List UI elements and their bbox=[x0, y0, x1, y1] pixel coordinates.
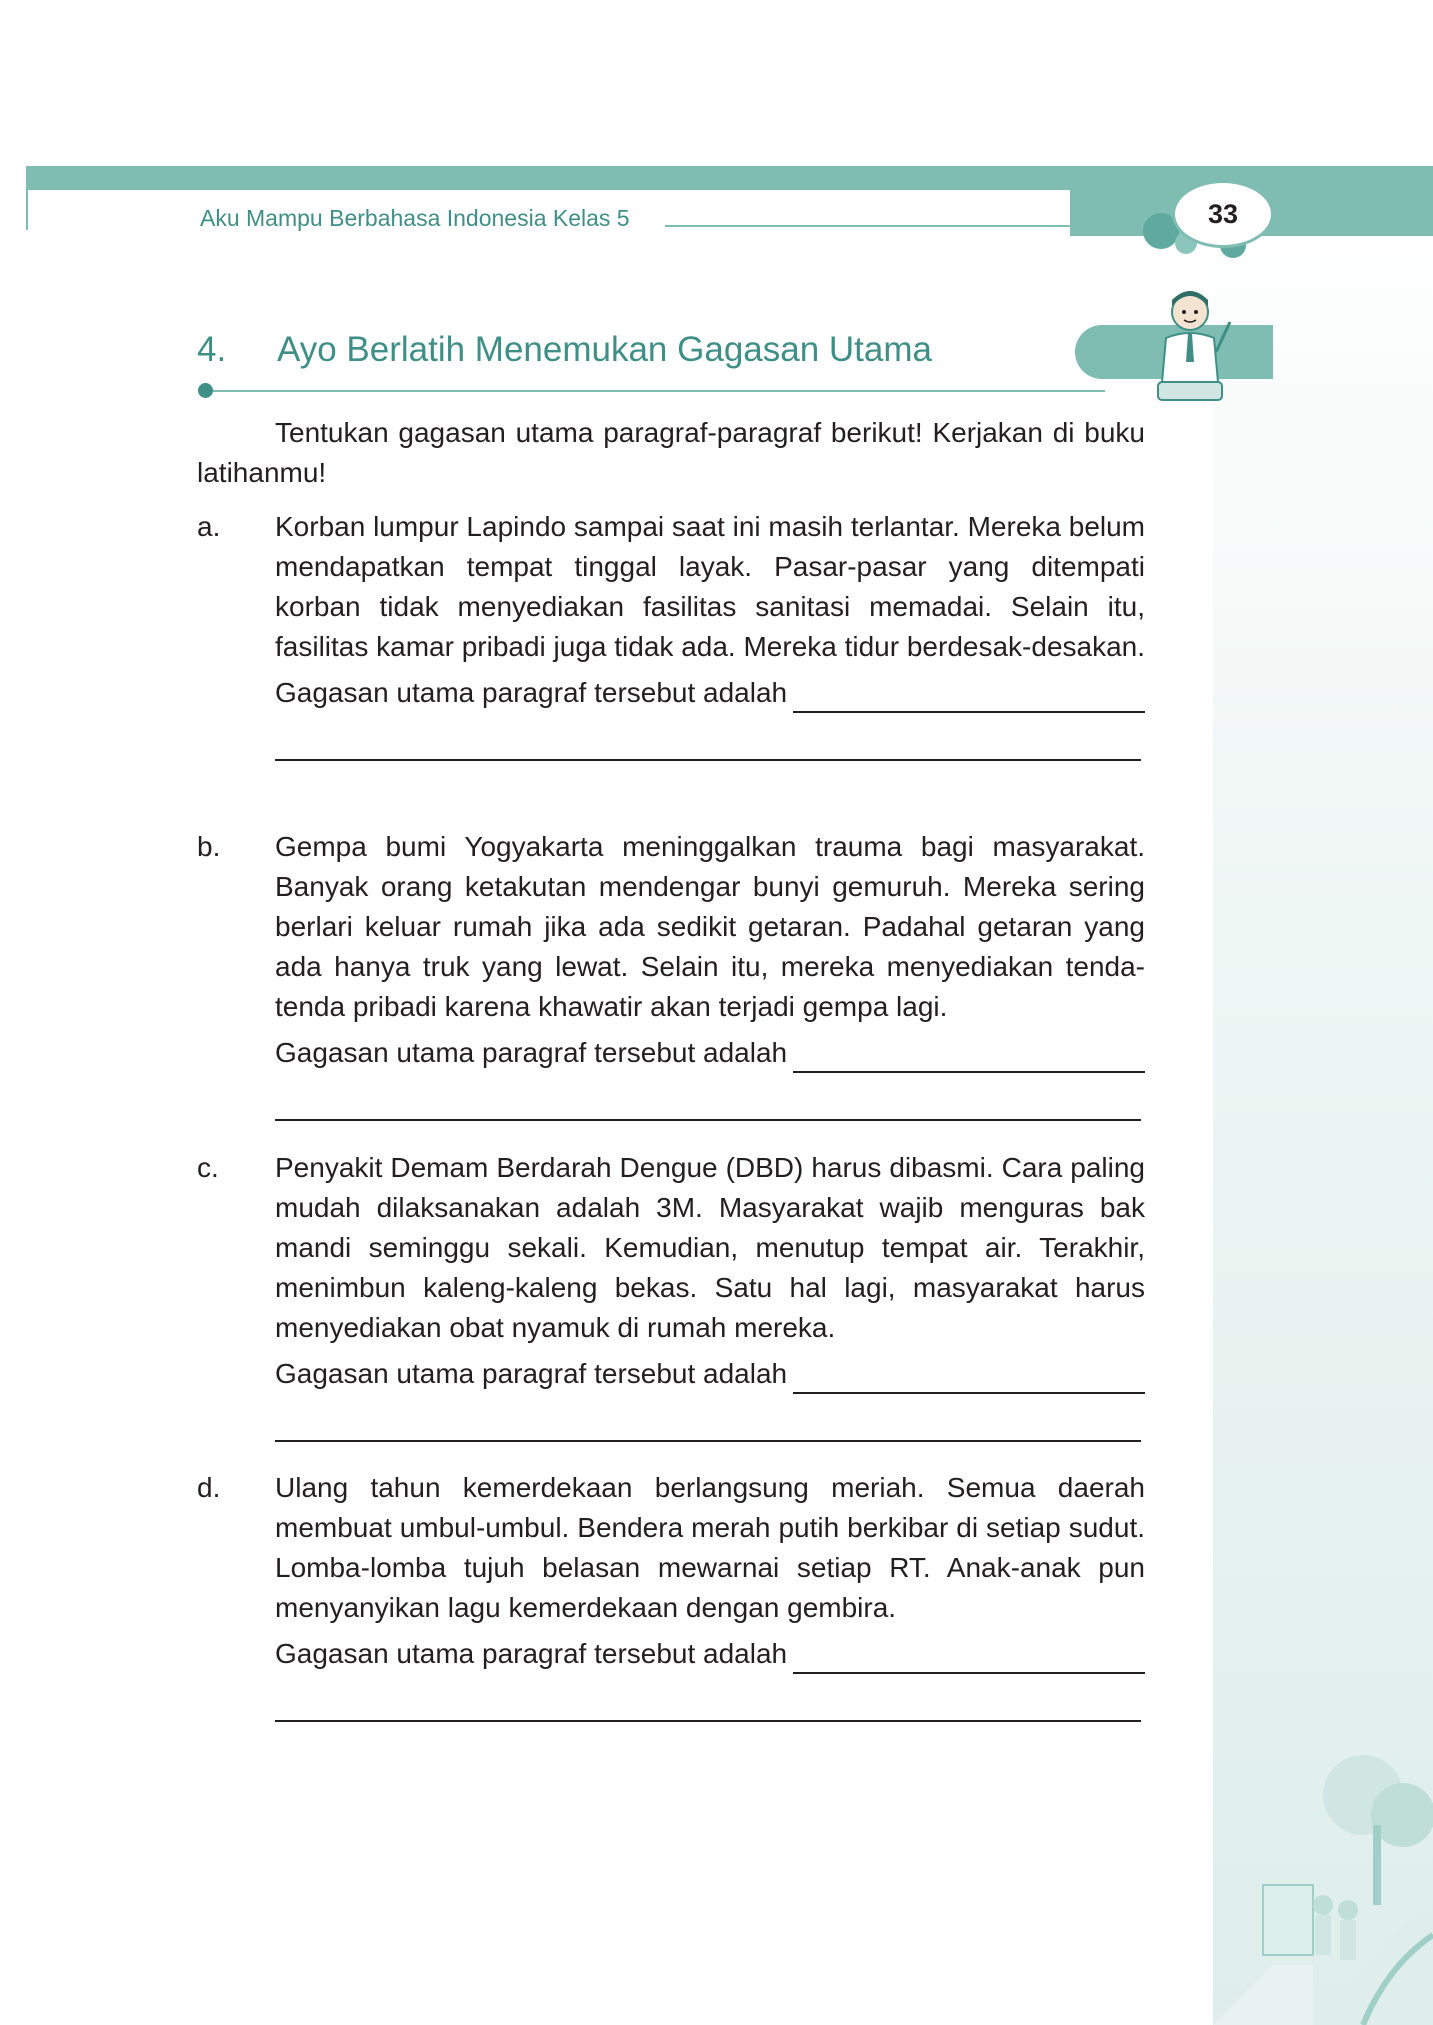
answer-prompt-line bbox=[275, 1634, 1145, 1674]
answer-prompt-line bbox=[275, 673, 1145, 713]
answer-prompt-line bbox=[275, 1033, 1145, 1073]
answer-blank-full bbox=[275, 1680, 1141, 1722]
answer-prompt: Gagasan utama paragraf tersebut adalah bbox=[275, 1638, 788, 1669]
item-letter: a. bbox=[197, 511, 221, 542]
answer-blank-full bbox=[275, 1079, 1141, 1121]
page-number: 33 bbox=[1172, 180, 1274, 248]
street-scene-illustration bbox=[1213, 1725, 1433, 2025]
answer-blank bbox=[793, 1642, 1145, 1674]
exercise-item bbox=[197, 1468, 1145, 1722]
item-paragraph: Gempa bumi Yogyakarta meninggalkan trauma bagi masyarakat. Banyak orang ketakutan mendengar bunyi gemuruh. Mereka sering berlari keluar rumah jika ada sedikit getaran. Padahal getaran yang ada hanya truk yang lewat. Selain itu, mereka menyediakan tenda-tenda pribadi karena khawatir akan terjadi gempa lagi. bbox=[275, 831, 1145, 1022]
exercise-item bbox=[197, 827, 1145, 1121]
answer-blank bbox=[793, 1362, 1145, 1394]
answer-blank-full bbox=[275, 719, 1141, 761]
answer-prompt: Gagasan utama paragraf tersebut adalah bbox=[275, 1037, 788, 1068]
item-paragraph: Penyakit Demam Berdarah Dengue (DBD) harus dibasmi. Cara paling mudah dilaksanakan adalah 3M. Masyarakat wajib menguras bak mandi seminggu sekali. Kemudian, menutup tempat air. Terakhir, menimbun kaleng-kaleng bekas. Satu hal lagi, masyarakat harus menyediakan obat nyamuk di rumah mereka. bbox=[275, 1152, 1145, 1343]
running-head-rule bbox=[665, 225, 1185, 227]
section-heading bbox=[197, 330, 932, 370]
section-bullet bbox=[198, 383, 213, 398]
answer-blank bbox=[793, 681, 1145, 713]
section-number: 4. bbox=[197, 330, 227, 369]
answer-blank-full bbox=[275, 1400, 1141, 1442]
student-boy-icon bbox=[1130, 282, 1250, 412]
answer-prompt-line bbox=[275, 1354, 1145, 1394]
answer-blank bbox=[793, 1041, 1145, 1073]
answer-prompt: Gagasan utama paragraf tersebut adalah bbox=[275, 677, 788, 708]
item-letter: b. bbox=[197, 831, 221, 862]
section-title: Ayo Berlatih Menemukan Gagasan Utama bbox=[277, 330, 932, 369]
item-paragraph: Korban lumpur Lapindo sampai saat ini masih terlantar. Mereka belum mendapatkan tempat tinggal layak. Pasar-pasar yang ditempati korban tidak menyediakan fasilitas sanitasi memadai. Selain itu, fasilitas kamar pribadi juga tidak ada. Mereka tidur berdesak-desakan. bbox=[275, 511, 1146, 662]
exercise-item bbox=[197, 507, 1145, 761]
item-paragraph: Ulang tahun kemerdekaan berlangsung meriah. Semua daerah membuat umbul-umbul. Bendera merah putih berkibar di setiap sudut. Lomba-lomba tujuh belasan mewarnai setiap RT. Anak-anak pun menyanyikan lagu kemerdekaan dengan gembira. bbox=[275, 1472, 1145, 1623]
section-rule bbox=[205, 390, 1105, 392]
instruction-text: Tentukan gagasan utama paragraf-paragraf berikut! Kerjakan di buku latihanmu! bbox=[197, 417, 1145, 488]
exercise-item bbox=[197, 1148, 1145, 1442]
answer-prompt: Gagasan utama paragraf tersebut adalah bbox=[275, 1358, 788, 1389]
header-vertical-rule bbox=[26, 190, 28, 230]
item-letter: c. bbox=[197, 1152, 219, 1183]
item-letter: d. bbox=[197, 1472, 221, 1503]
book-title: Aku Mampu Berbahasa Indonesia Kelas 5 bbox=[200, 205, 630, 231]
